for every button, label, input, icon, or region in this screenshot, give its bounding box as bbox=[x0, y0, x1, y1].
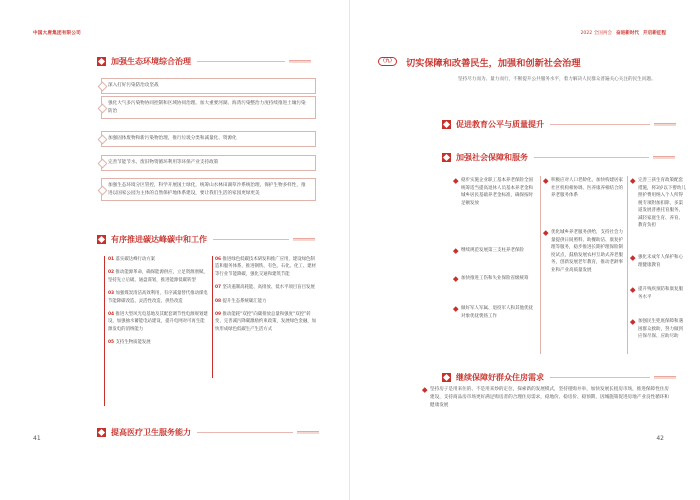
ecology-item-5: 加强生态环境分区管控，科学开展国土绿化，统筹山水林田湖草沙系统治理，保护生物多样性，推进以国家公园为主体的自然保护地体系建设，要让我们生活的家园更绿更美 bbox=[101, 178, 316, 201]
carbon-item-09 bbox=[215, 311, 318, 333]
event-header bbox=[581, 30, 667, 36]
item-text: 提升生态系统碳汇能力 bbox=[222, 298, 267, 304]
item-text: 落实碳达峰行动方案 bbox=[115, 257, 156, 262]
item-number: 02 bbox=[108, 270, 115, 276]
page-number-left: 41 bbox=[33, 435, 41, 442]
ecology-item-2: 强化大气多污染物协同控制和区域协同治理。加大重要河湖、海湾污染整治力度持续推进土壤污染防治 bbox=[101, 96, 316, 119]
security-col2-item-1: 积极应对人口老龄化，加快构建居家社区机构相协调、医养康养相结合的养老服务体系 bbox=[544, 177, 624, 200]
section-rule bbox=[550, 124, 650, 125]
section-rule bbox=[213, 239, 289, 240]
section-rule-tail bbox=[297, 431, 319, 434]
section-title-health: 提高医疗卫生服务能力 bbox=[111, 428, 191, 437]
section-title-ecology: 加强生态环境综合治理 bbox=[111, 57, 191, 66]
section-rule-tail bbox=[289, 60, 311, 63]
carbon-list-col2 bbox=[215, 256, 318, 339]
item-number: 09 bbox=[215, 312, 222, 318]
item-number: 03 bbox=[108, 291, 115, 297]
section-rule bbox=[534, 157, 649, 158]
security-col1-item-2: 继续规范发展第三支柱养老保险 bbox=[454, 247, 536, 255]
carbon-item-04 bbox=[108, 311, 208, 333]
section-rule bbox=[197, 432, 293, 433]
security-col3-item-2: 强化未成年人保护和心理健康教育 bbox=[631, 254, 687, 269]
security-col1-item-3: 加快推进工伤和失业保险省级统筹 bbox=[454, 275, 536, 283]
carbon-list-col1 bbox=[108, 256, 208, 353]
security-col3-item-4: 加强民生兜底保障和遇困群众救助，努力做到应保尽保、应助尽助 bbox=[631, 318, 687, 341]
carbon-item-06 bbox=[215, 256, 318, 278]
section-marker-icon bbox=[97, 428, 106, 437]
item-number: 01 bbox=[108, 257, 115, 262]
section-header-health bbox=[97, 427, 319, 438]
carbon-item-08 bbox=[215, 298, 318, 305]
carbon-item-07 bbox=[215, 284, 318, 291]
item-number: 05 bbox=[108, 340, 115, 346]
section-rule bbox=[550, 377, 650, 378]
section-rule-tail bbox=[654, 123, 676, 126]
security-col1-item-4: 做好军人军属、退役军人和其他优抚对象优抚褒扬工作 bbox=[454, 305, 536, 320]
carbon-item-01 bbox=[108, 256, 208, 263]
chapter-intro: 坚持尽力而为、量力而行，不断提升公共服务水平，着力解决人民群众普遍关心关注的民生问题。 bbox=[458, 77, 656, 82]
section-title-social-security: 加强社会保障和服务 bbox=[456, 153, 528, 162]
section-rule-tail bbox=[293, 238, 315, 241]
security-col1-item-1: 稳步实施企业职工基本养老保险全国统筹适当提高退休人员基本养老金和城乡居民基础养老金标准，确保按时足额发放 bbox=[454, 177, 536, 207]
ecology-item-4: 完善节能节水、废旧物资循环利用等环保产业支持政策 bbox=[101, 155, 316, 171]
page-number-right: 42 bbox=[656, 435, 664, 442]
right-page bbox=[350, 0, 700, 500]
header-slogan-1: 奋进新时代 bbox=[616, 31, 640, 36]
section-title-housing: 继续保障好群众住房需求 bbox=[456, 373, 544, 382]
item-text: 推进绿色低碳技术研发和推广应用，建设绿色制造和服务体系，推进钢铁、有色、石化、化工、建材等行业节能降碳，强化交通和建筑节能 bbox=[215, 257, 316, 277]
column-separator bbox=[627, 176, 628, 354]
column-separator bbox=[540, 176, 541, 354]
column-rule-left bbox=[104, 256, 105, 406]
section-marker-icon bbox=[97, 235, 106, 244]
security-col3-item-1: 完善三孩生育政策配套措施，将3岁以下婴幼儿照护费用纳入个人所得税专项附加扣除，多渠道发展普惠托育服务，减轻家庭生育、养育、教育负担 bbox=[631, 177, 687, 230]
section-header-education bbox=[442, 119, 676, 130]
section-header-carbon bbox=[97, 234, 315, 245]
company-name-header: 中国大唐集团有限公司 bbox=[33, 31, 81, 36]
item-text: 推进大型风光电基地及其配套调节性电源规划建设，加强抽水蓄能电站建设，提升电网对可再生能源发电的消纳能力 bbox=[108, 312, 208, 332]
item-number: 08 bbox=[215, 298, 222, 304]
carbon-item-02 bbox=[108, 269, 208, 284]
ecology-item-3: 加强固体废物和新污染物治理，推行垃圾分类和减量化、资源化 bbox=[101, 131, 316, 147]
section-marker-icon bbox=[442, 120, 451, 129]
section-header-housing bbox=[442, 372, 676, 383]
item-text: 支持生物质能发展 bbox=[115, 340, 151, 346]
column-rule-right bbox=[212, 256, 213, 378]
section-header-social-security bbox=[442, 152, 675, 163]
security-col3-item-3: 提升残疾预防和康复服务水平 bbox=[631, 286, 687, 301]
carbon-item-03 bbox=[108, 290, 208, 305]
security-col2-item-2: 优化城乡养老服务供给，支持社会力量提供日间照料、助餐助洁、康复护理等服务，稳步推进长期护理保险制度试点，鼓励发展农村互助式养老服务，创新发展老年教育，推动老龄事业和产业高质量发展 bbox=[544, 229, 624, 274]
section-marker-icon bbox=[442, 153, 451, 162]
section-rule-tail bbox=[654, 376, 676, 379]
item-number: 07 bbox=[215, 285, 222, 291]
section-header-ecology bbox=[97, 56, 311, 67]
section-marker-icon bbox=[97, 57, 106, 66]
carbon-item-05 bbox=[108, 339, 208, 346]
item-text: 推动能源革命，确保能源供应，立足资源禀赋，坚持先立后破、通盘谋划，推进能源低碳转型 bbox=[108, 270, 208, 283]
item-text: 推动能耗“双控”向碳排放总量和强度“双控”转变，完善减污降碳激励约束政策，发展绿色金融，加快形成绿色低碳生产生活方式 bbox=[215, 312, 316, 332]
ecology-item-1: 深入打好污染防治攻坚战 bbox=[101, 78, 316, 94]
section-rule bbox=[197, 61, 285, 62]
header-slogan-2: 开启新征程 bbox=[643, 31, 666, 36]
item-number: 06 bbox=[215, 257, 222, 262]
chapter-title: 切实保障和改善民生，加强和创新社会治理 bbox=[406, 58, 581, 69]
section-title-education: 促进教育公平与质量提升 bbox=[456, 120, 544, 129]
item-text: 加强煤炭清洁高效利用，有序减量替代推动煤电节能降碳改造、灵活性改造、供热改造 bbox=[108, 291, 208, 304]
section-marker-icon bbox=[442, 373, 451, 382]
item-text: 坚决遏制高耗能、高排放、低水平项目盲目发展 bbox=[222, 285, 315, 291]
item-number: 04 bbox=[108, 312, 115, 318]
header-event: 2022 全国两会 bbox=[580, 31, 613, 36]
chapter-badge: （九） bbox=[378, 57, 397, 66]
section-title-carbon: 有序推进碳达峰碳中和工作 bbox=[111, 235, 207, 244]
section-rule-tail bbox=[653, 156, 675, 159]
housing-paragraph: 坚持房子是用来住的、不是用来炒的定位，探索新的发展模式，坚持租购并举，加快发展长租房市场，推进保障性住房建设，支持商品房市场更好满足购房者的合理住房需求，稳地价、稳房价、稳预期，因城施策促进房地产业良性循环和健康发展 bbox=[423, 386, 673, 409]
